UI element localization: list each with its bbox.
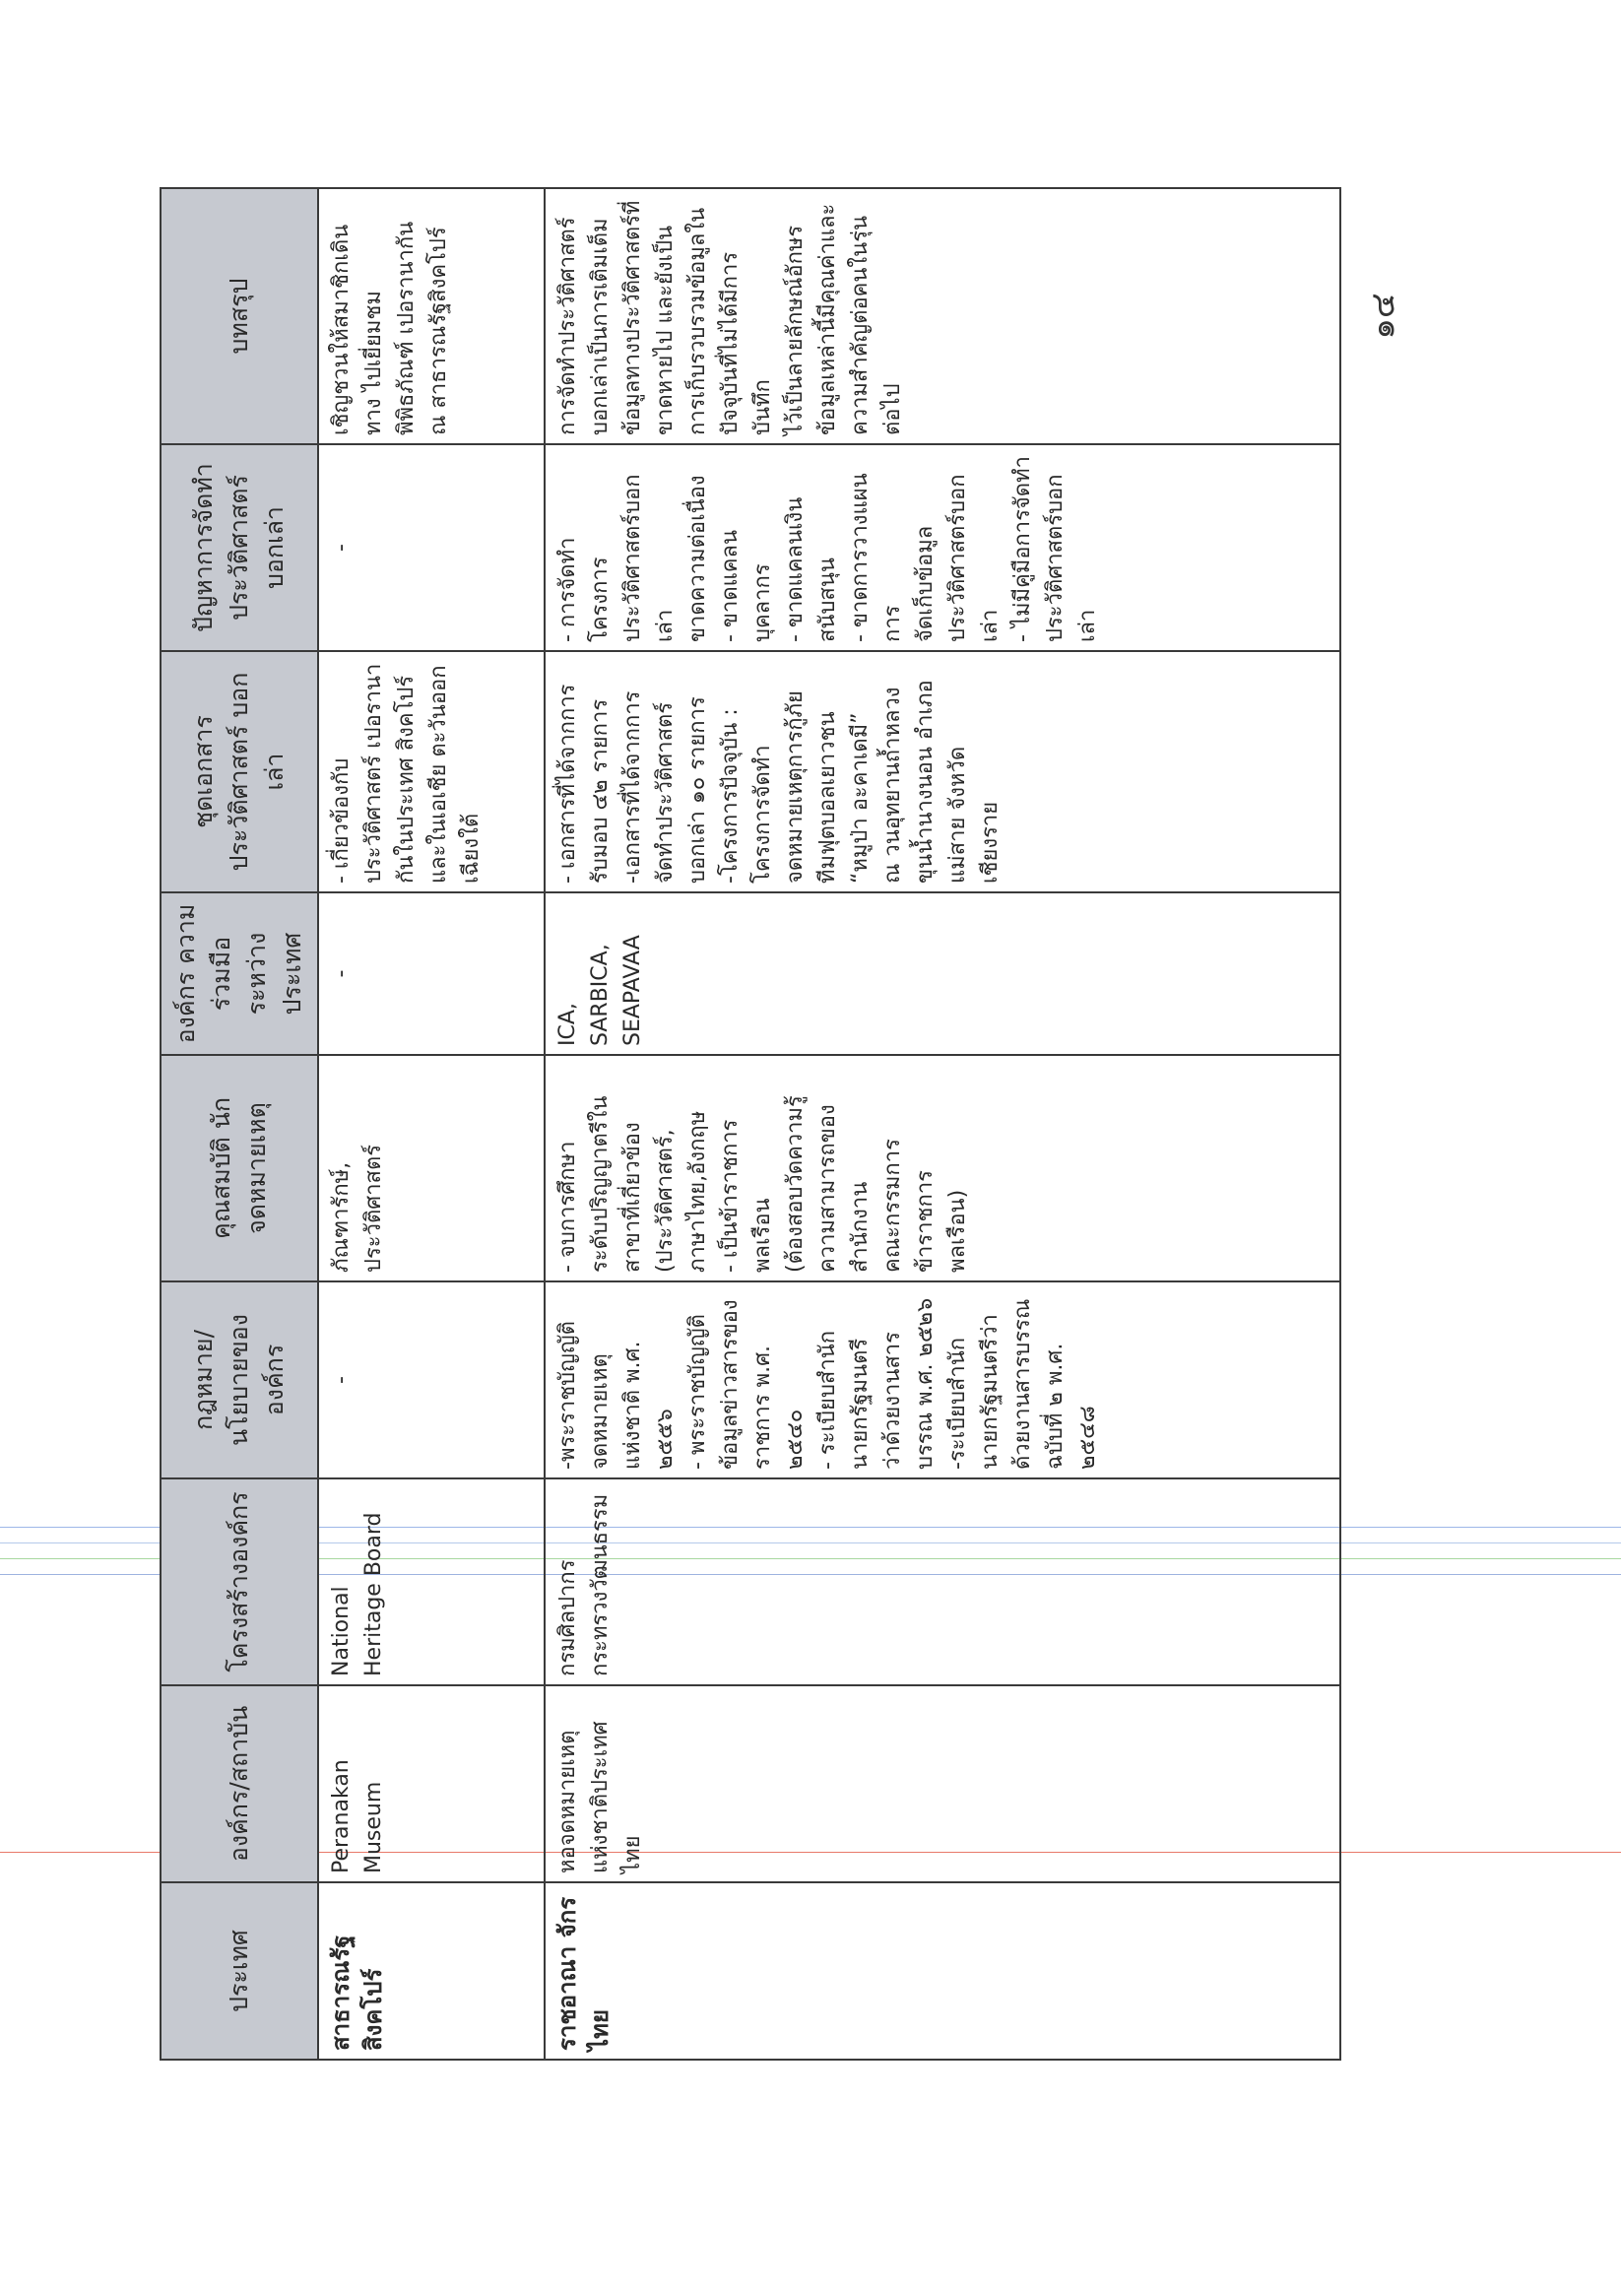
cell-conclusion: เชิญชวนให้สมาชิกเดินทาง ไปเยี่ยมชมพิพิธภัณฑ์ เปอรานากัน ณ สาธารณรัฐสิงคโปร์ xyxy=(318,188,545,444)
page-number: ๑๔ xyxy=(1363,293,1403,340)
cell-text-line: (ประวัติศาสตร์, xyxy=(653,1129,678,1273)
cell-institution: Peranakan Museum xyxy=(318,1685,545,1882)
cell-text-line: บรรณ พ.ศ. ๒๕๒๖ xyxy=(913,1297,938,1470)
cell-text-line: โครงการจัดทำ xyxy=(750,745,775,884)
cell-country: สาธารณรัฐ สิงคโปร์ xyxy=(318,1882,545,2060)
cell-text-line: - จบการศึกษา xyxy=(555,1141,580,1273)
cell-text-line: เชียงราย xyxy=(978,801,1003,884)
cell-text-line: ๒๕๕๖ xyxy=(653,1409,678,1470)
cell-text-line: ทีมฟุตบอลเยาวชน xyxy=(815,711,840,884)
cell-text-line: จดหมายเหตุการกู้ภัย xyxy=(783,690,808,884)
cell-cooperation: ICA, SARBICA, SEAPAVAA xyxy=(545,892,1340,1055)
cell-text-line: สำนักงาน xyxy=(848,1181,873,1273)
table-row xyxy=(318,188,545,2060)
cell-text-line: ฉบับที่ ๒ พ.ศ. xyxy=(1043,1343,1068,1470)
cell-text-line: ไว้เป็นลายลักษณ์อักษร xyxy=(783,225,808,435)
cell-text-line: ปัจจุบันที่ไม่ได้มีการบันทึก xyxy=(718,251,775,435)
cell-text-line: “หมูป่า อะคาเดมี” xyxy=(848,712,873,884)
cell-text-line: (ต้องสอบวัดความรู้ xyxy=(783,1095,808,1273)
table-row xyxy=(545,188,1340,2060)
cell-text-line: จดหมายเหตุ xyxy=(588,1353,613,1470)
cell-text-line: - เอกสารที่ได้จากการ xyxy=(555,684,580,884)
cell-text-line: - ขาดแคลนเงิน xyxy=(783,496,808,642)
cell-text-line: จัดเก็บข้อมูล xyxy=(913,525,938,642)
cell-text-line: - การจัดทำโครงการ xyxy=(555,537,613,642)
cell-structure: National Heritage Board xyxy=(318,1478,545,1685)
cell-text-line: พลเรือน xyxy=(750,1198,775,1273)
cell-text-line: - เป็นข้าราชการ xyxy=(718,1119,743,1273)
cell-text-line: ขุนน้ำนางนอน อำเภอ xyxy=(913,680,938,884)
cell-text-line: ข้อมูลทางประวัติศาสตร์ที่ xyxy=(620,200,645,435)
cell-text-line: ราชการ พ.ศ. xyxy=(750,1345,775,1470)
header-cooperation: องค์กร ความร่วมมือ ระหว่าง ประเทศ xyxy=(161,892,318,1055)
cell-institution: หอจดหมายเหตุ แห่งชาติประเทศ ไทย xyxy=(545,1685,1340,1882)
cell-text-line: - ระเบียบสำนัก xyxy=(815,1330,840,1470)
cell-problems xyxy=(545,444,1340,651)
cell-text-line: - ไม่มีคู่มือการจัดทำ xyxy=(1010,456,1035,642)
cell-text-line: ข้าราชการ xyxy=(913,1170,938,1273)
cell-text-line: ความสำคัญต่อคนในรุ่น xyxy=(848,215,873,435)
cell-text-line: - ขาดการวางแผนการ xyxy=(848,473,905,642)
cell-text-line: ๒๕๔๐ xyxy=(783,1409,808,1470)
cell-documents xyxy=(545,651,1340,892)
cell-text-line: ขาดความต่อเนื่อง xyxy=(685,475,710,642)
header-problems: ปัญหาการจัดทำ ประวัติศาสตร์ บอกเล่า xyxy=(161,444,318,651)
cell-text-line: ต่อไป xyxy=(880,383,905,435)
header-law: กฎหมาย/ นโยบายของ องค์กร xyxy=(161,1281,318,1478)
header-documents: ชุดเอกสาร ประวัติศาสตร์ บอกเล่า xyxy=(161,651,318,892)
cell-structure: กรมศิลปากร กระทรวงวัฒนธรรม xyxy=(545,1478,1340,1685)
cell-text-line: การจัดทำประวัติศาสตร์ xyxy=(555,217,580,435)
cell-text-line: - พระราชบัญญัติ xyxy=(685,1314,710,1470)
cell-country: ราชอาณา จักรไทย xyxy=(545,1882,1340,2060)
cell-text-line: แม่สาย จังหวัด xyxy=(945,746,970,884)
cell-text-line: บอกเล่า ๑๐ รายการ xyxy=(685,696,710,884)
cell-text-line: สนับสนุน xyxy=(815,558,840,642)
cell-text-line: ประวัติศาสตร์บอกเล่า xyxy=(620,474,678,642)
cell-text-line: ด้วยงานสารบรรณ xyxy=(1010,1298,1035,1470)
header-conclusion: บทสรุป xyxy=(161,188,318,444)
cell-text-line: ข้อมูลข่าวสารของ xyxy=(718,1299,743,1470)
cell-text-line: ความสามารถของ xyxy=(815,1104,840,1273)
cell-documents: - เกี่ยวข้องกับ ประวัติศาสตร์ เปอรานากันในประเทศ สิงคโปร์และในเอเชีย ตะวันออกเฉียงใต้ xyxy=(318,651,545,892)
cell-text-line: นายกรัฐมนตรี xyxy=(848,1338,873,1470)
cell-text-line: ประวัติศาสตร์บอกเล่า xyxy=(1043,474,1100,642)
cell-text-line: -พระราชบัญญัติ xyxy=(555,1321,580,1470)
header-qualification: คุณสมบัติ นักจดหมายเหตุ xyxy=(161,1055,318,1281)
cell-problems: - xyxy=(318,444,545,651)
cell-text-line: รับมอบ ๔๒ รายการ xyxy=(588,698,613,884)
cell-text-line: ประวัติศาสตร์บอกเล่า xyxy=(945,474,1003,642)
cell-text-line: สาขาที่เกี่ยวข้อง xyxy=(620,1122,645,1273)
rotated-table-wrapper xyxy=(160,189,1341,2061)
cell-text-line: ๒๕๔๘ xyxy=(1075,1406,1100,1470)
comparison-table xyxy=(160,187,1341,2061)
cell-text-line: ขาดหายไป และยังเป็น xyxy=(653,225,678,435)
cell-text-line: -เอกสารที่ได้จากการ xyxy=(620,690,645,884)
cell-text-line: ว่าด้วยงานสาร xyxy=(880,1332,905,1470)
cell-text-line: แห่งชาติ พ.ศ. xyxy=(620,1341,645,1470)
cell-text-line: ระดับปริญญาตรีใน xyxy=(588,1095,613,1273)
cell-law xyxy=(545,1281,1340,1478)
cell-text-line: จัดทำประวัติศาสตร์ xyxy=(653,701,678,884)
header-row xyxy=(161,188,318,2060)
cell-qualification: ภัณฑารักษ์, ประวัติศาสตร์ xyxy=(318,1055,545,1281)
header-structure: โครงสร้างองค์กร xyxy=(161,1478,318,1685)
cell-text-line: ณ วนอุทยานถ้ำหลวง xyxy=(880,687,905,884)
cell-text-line: -ระเบียบสำนัก xyxy=(945,1337,970,1470)
cell-text-line: นายกรัฐมนตรีว่า xyxy=(978,1314,1003,1470)
cell-text-line: ภาษาไทย,อังกฤษ xyxy=(685,1110,710,1273)
header-country: ประเทศ xyxy=(161,1882,318,2060)
cell-text-line: -โครงการปัจจุบัน : xyxy=(718,708,743,884)
cell-text-line: พลเรือน) xyxy=(945,1189,970,1273)
cell-text-line: คณะกรรมการ xyxy=(880,1139,905,1273)
header-institution: องค์กร/สถาบัน xyxy=(161,1685,318,1882)
cell-text-line: ข้อมูลเหล่านี้มีคุณค่าและ xyxy=(815,203,840,435)
cell-qualification xyxy=(545,1055,1340,1281)
cell-text-line: - ขาดแคลนบุคลากร xyxy=(718,529,775,642)
cell-conclusion xyxy=(545,188,1340,444)
cell-text-line: บอกเล่าเป็นการเติมเต็ม xyxy=(588,218,613,435)
cell-law: - xyxy=(318,1281,545,1478)
cell-text-line: การเก็บรวบรวมข้อมูลใน xyxy=(685,207,710,435)
cell-cooperation: - xyxy=(318,892,545,1055)
